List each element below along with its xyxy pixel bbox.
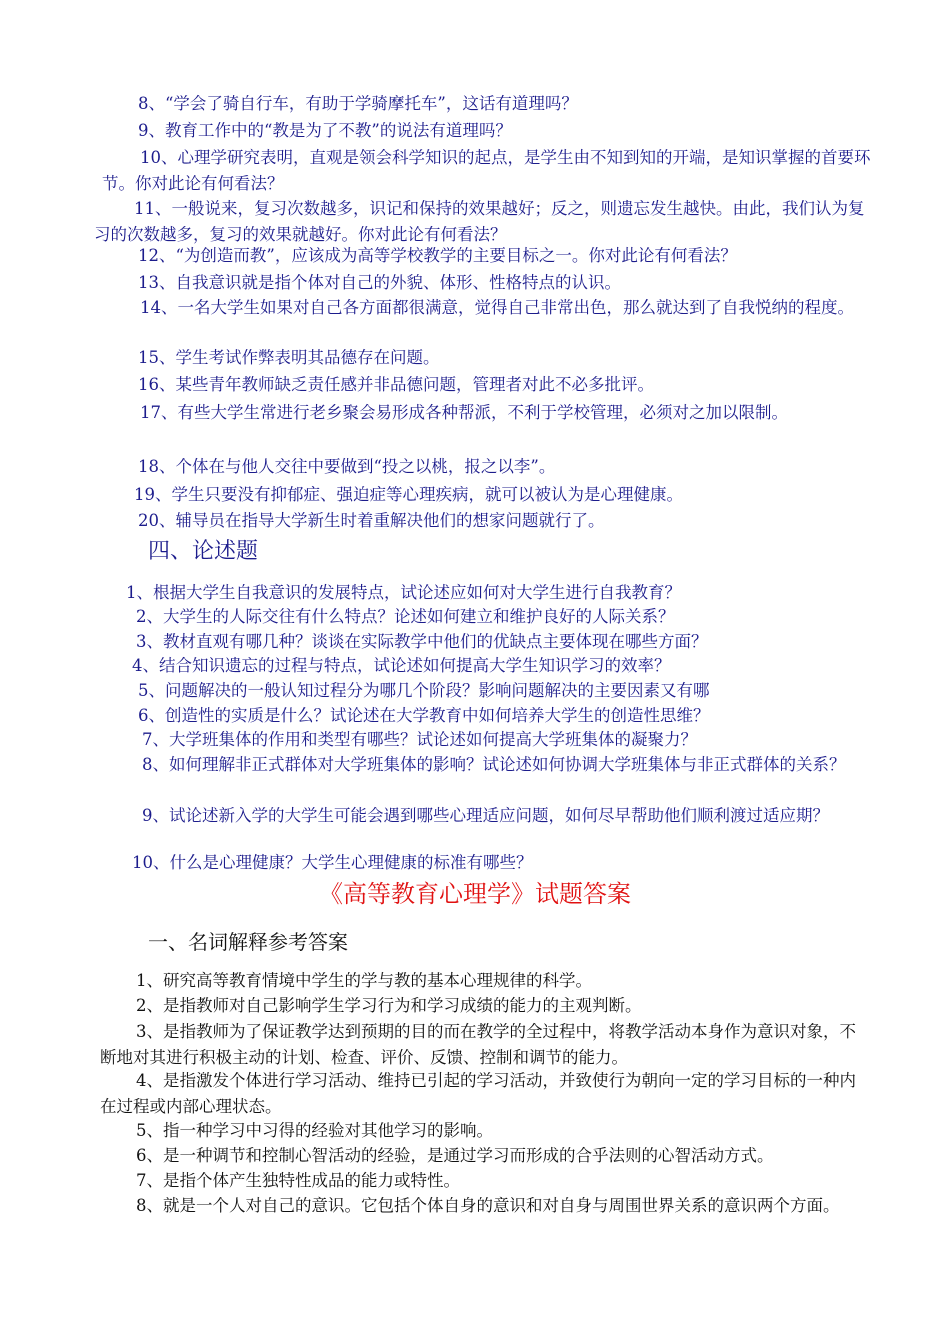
question-item: 4、结合知识遗忘的过程与特点，试论述如何提高大学生知识学习的效率？ (132, 656, 671, 675)
question-item: 13、自我意识就是指个体对自己的外貌、体形、性格特点的认识。 (138, 273, 621, 292)
question-item: 15、学生考试作弊表明其品德存在问题。 (138, 348, 440, 367)
answer-item: 7、是指个体产生独特性成品的能力或特性。 (136, 1171, 460, 1190)
answer-item: 2、是指教师对自己影响学生学习行为和学习成绩的能力的主观判断。 (136, 996, 642, 1015)
answer-item: 3、是指教师为了保证教学达到预期的目的而在教学的全过程中，将教学活动本身作为意识对象，不断地对其进行积极主动的计划、检查、评价、反馈、控制和调节的能力。 (100, 1022, 856, 1067)
question-item: 12、“为创造而教”，应该成为高等学校教学的主要目标之一。你对此论有何看法？ (138, 246, 737, 265)
question-item: 19、学生只要没有抑郁症、强迫症等心理疾病，就可以被认为是心理健康。 (134, 485, 683, 504)
question-item: 1、根据大学生自我意识的发展特点，试论述应如何对大学生进行自我教育？ (126, 583, 681, 602)
question-item: 10、什么是心理健康？大学生心理健康的标准有哪些？ (132, 853, 533, 872)
answers-title: 《高等教育心理学》试题答案 (319, 880, 631, 908)
answer-item: 5、指一种学习中习得的经验对其他学习的影响。 (136, 1121, 493, 1140)
question-item: 20、辅导员在指导大学新生时着重解决他们的想家问题就行了。 (138, 511, 605, 530)
question-item: 18、个体在与他人交往中要做到“投之以桃，报之以李”。 (138, 457, 556, 476)
answer-item: 6、是一种调节和控制心智活动的经验，是通过学习而形成的合乎法则的心智活动方式。 (136, 1146, 774, 1165)
question-item: 17、有些大学生常进行老乡聚会易形成各种帮派，不利于学校管理，必须对之加以限制。 (140, 403, 788, 422)
question-item: 3、教材直观有哪几种？谈谈在实际教学中他们的优缺点主要体现在哪些方面？ (136, 632, 708, 651)
question-item: 9、试论述新入学的大学生可能会遇到哪些心理适应问题，如何尽早帮助他们顺利渡过适应期？ (142, 806, 829, 825)
question-item: 10、心理学研究表明，直观是领会科学知识的起点，是学生由不知到知的开端，是知识掌握的首要环节。你对此论有何看法？ (102, 148, 871, 193)
section-heading-essay: 四、论述题 (148, 539, 259, 564)
question-item: 2、大学生的人际交往有什么特点？论述如何建立和维护良好的人际关系？ (136, 607, 675, 626)
question-item: 16、某些青年教师缺乏责任感并非品德问题，管理者对此不必多批评。 (138, 375, 654, 394)
question-item: 7、大学班集体的作用和类型有哪些？试论述如何提高大学班集体的凝聚力？ (142, 730, 697, 749)
question-item: 9、教育工作中的“教是为了不教”的说法有道理吗？ (138, 121, 512, 140)
answer-item: 4、是指激发个体进行学习活动、维持已引起的学习活动，并致使行为朝向一定的学习目标的一种内在过程或内部心理状态。 (100, 1071, 856, 1116)
question-item: 8、“学会了骑自行车，有助于学骑摩托车”，这话有道理吗？ (138, 94, 578, 113)
question-item: 11、一般说来，复习次数越多，识记和保持的效果越好；反之，则遗忘发生越快。由此，我们认为复习的次数越多，复习的效果就越好。你对此论有何看法？ (94, 199, 865, 244)
answer-item: 8、就是一个人对自己的意识。它包括个体自身的意识和对自身与周围世界关系的意识两个方面。 (136, 1196, 840, 1215)
answers-section-heading: 一、名词解释参考答案 (148, 930, 348, 954)
question-item: 14、一名大学生如果对自己各方面都很满意，觉得自己非常出色，那么就达到了自我悦纳的程度。 (140, 298, 854, 317)
answer-item: 1、研究高等教育情境中学生的学与教的基本心理规律的科学。 (136, 971, 592, 990)
question-item: 5、问题解决的一般认知过程分为哪几个阶段？影响问题解决的主要因素又有哪 (138, 681, 710, 700)
question-item: 8、如何理解非正式群体对大学班集体的影响？试论述如何协调大学班集体与非正式群体的关系？ (142, 755, 846, 774)
question-item: 6、创造性的实质是什么？试论述在大学教育中如何培养大学生的创造性思维？ (138, 706, 710, 725)
